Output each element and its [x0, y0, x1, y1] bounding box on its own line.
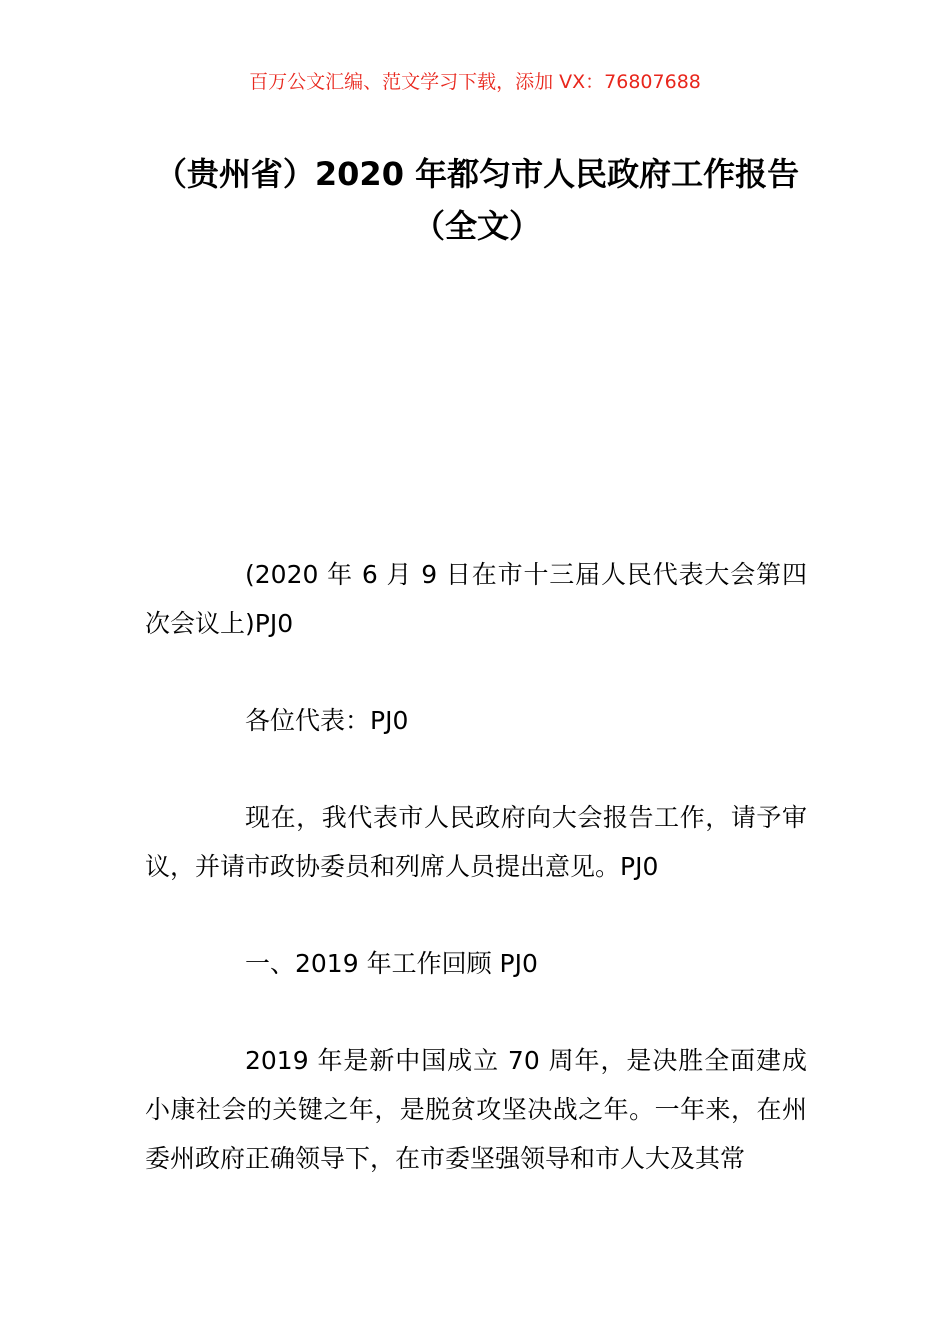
paragraph-salutation: 各位代表：PJ0: [245, 706, 409, 735]
section-heading-review: 一、2019 年工作回顾 PJ0: [245, 949, 538, 978]
document-title: （贵州省）2020 年都匀市人民政府工作报告（全文）: [154, 155, 800, 245]
paragraph-meeting-info: (2020 年 6 月 9 日在市十三届人民代表大会第四次会议上)PJ0: [145, 560, 807, 638]
paragraph-review-body: 2019 年是新中国成立 70 周年，是决胜全面建成小康社会的关键之年，是脱贫攻坚决战之年。一年来，在州委州政府正确领导下，在市委坚强领导和市人大及其常: [145, 1046, 807, 1173]
document-body: [145, 550, 807, 1183]
watermark-header-note: 百万公文汇编、范文学习下载，添加 VX：76807688: [249, 71, 701, 93]
paragraph-intro: 现在，我代表市人民政府向大会报告工作，请予审议，并请市政协委员和列席人员提出意见。PJ0: [145, 803, 807, 881]
